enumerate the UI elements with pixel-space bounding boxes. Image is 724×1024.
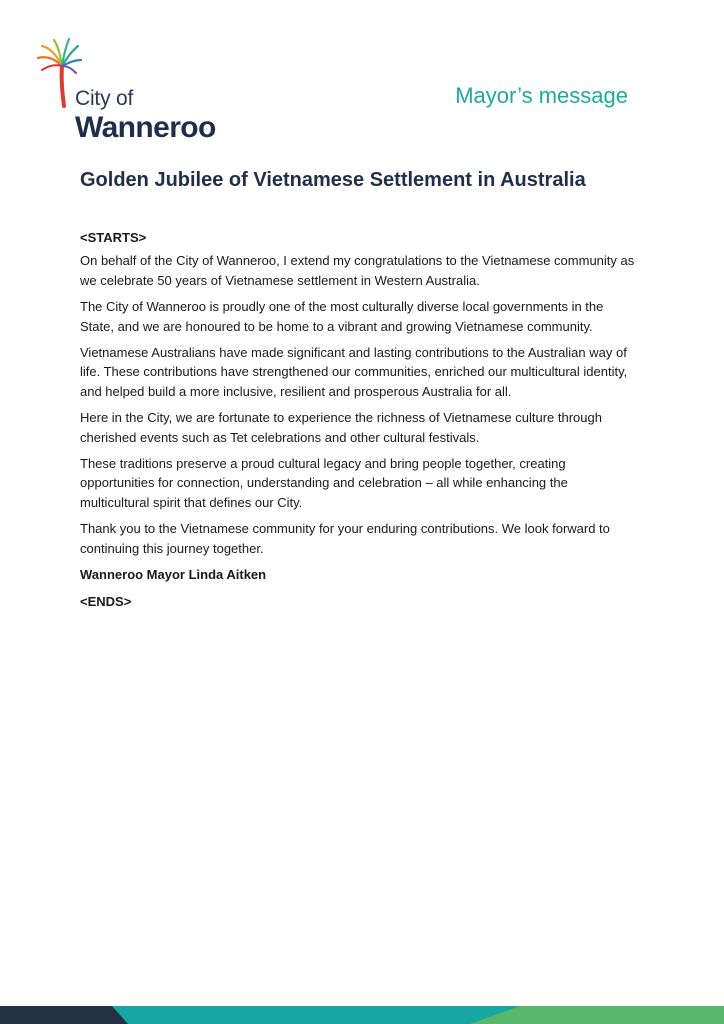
start-marker: <STARTS> [80,230,147,245]
paragraph: The City of Wanneroo is proudly one of the most culturally diverse local governments in the State, and we are honoured to be home to a vibrant and growing Vietnamese community. [80,299,604,334]
paragraph: Vietnamese Australians have made significant and lasting contributions to the Australian way of life. These contributions have strengthened our communities, enriched our multicultural identity, and helped build a more inclusive, resilient and prosperous Australia for all. [80,345,628,399]
message-body [80,228,640,615]
page-title: Golden Jubilee of Vietnamese Settlement in Australia [80,169,586,191]
paragraph: These traditions preserve a proud cultural legacy and bring people together, creating opportunities for connection, understanding and celebration – all while enhancing the multicultural spirit that defines our City. [80,456,568,510]
paragraph: Thank you to the Vietnamese community for your enduring contributions. We look forward to continuing this journey together. [80,521,610,556]
paragraph: Here in the City, we are fortunate to experience the richness of Vietnamese culture through cherished events such as Tet celebrations and other cultural festivals. [80,410,602,445]
footer-band [0,1006,724,1024]
paragraph: On behalf of the City of Wanneroo, I extend my congratulations to the Vietnamese community as we celebrate 50 years of Vietnamese settlement in Western Australia. [80,253,635,288]
logo-name-text: Wanneroo [75,111,216,144]
signoff: Wanneroo Mayor Linda Aitken [80,567,267,583]
city-logo [34,36,244,144]
end-marker: <ENDS> [80,593,132,609]
section-title: Mayor’s message [455,83,628,108]
logo-city-text: City of [75,87,134,110]
footer-dark-stripe [0,1006,128,1024]
